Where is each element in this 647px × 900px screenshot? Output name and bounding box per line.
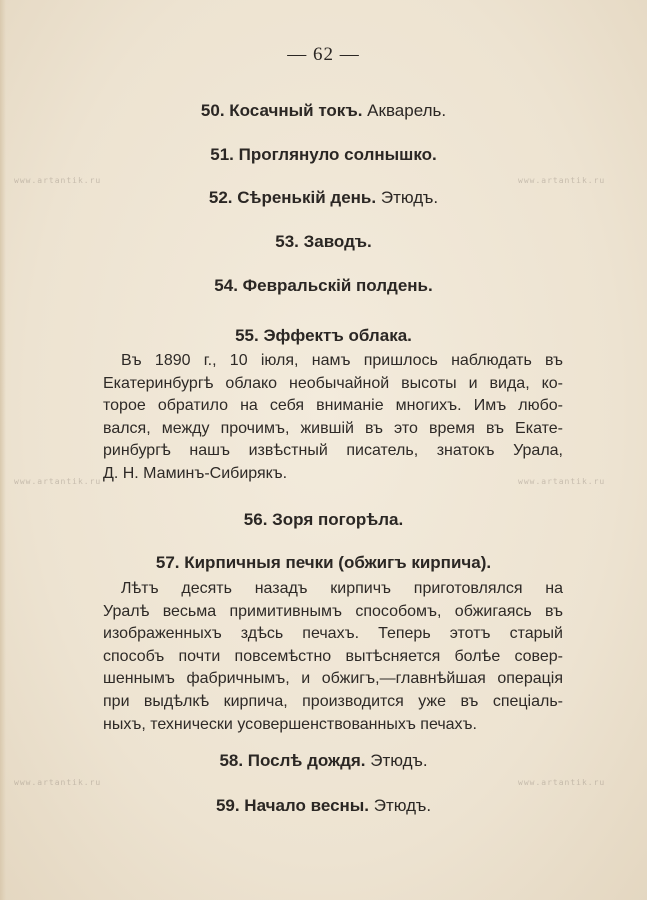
entry-53-title: 53. Заводъ. xyxy=(275,232,372,251)
paragraph-line: Лѣтъ десять назадъ кирпичъ приготовлялся на xyxy=(121,580,563,597)
entry-51-title: 51. Проглянуло солнышко. xyxy=(210,145,437,164)
paragraph-line: ринбургѣ нашъ извѣстный писатель, знатокъ Урала, xyxy=(103,442,563,460)
paragraph-line: ныхъ, технически усовершенствованныхъ печахъ. xyxy=(103,715,477,733)
entry-50-title: 50. Косачный токъ. xyxy=(200,101,363,120)
entry-54-heading xyxy=(0,276,647,296)
entry-59-heading xyxy=(0,796,647,816)
watermark: www.artantik.ru xyxy=(518,176,606,185)
entry-53-heading xyxy=(0,232,647,252)
entry-52-subtitle: Этюдъ. xyxy=(380,188,439,207)
paragraph-line: при выдѣлкѣ кирпича, производится уже въ спеціаль- xyxy=(103,692,563,710)
paragraph-line: Д. Н. Маминъ-Сибирякъ. xyxy=(103,464,288,482)
paragraph-line: Екатеринбургѣ облако необычайной высоты и вида, ко- xyxy=(103,374,563,392)
watermark: www.artantik.ru xyxy=(14,778,102,787)
entry-57-description xyxy=(103,578,563,736)
entry-50-subtitle: Акварель. xyxy=(367,101,447,120)
paragraph-line: шеннымъ фабричнымъ, и обжигъ,—главнѣйшая операція xyxy=(103,670,563,688)
entry-50-heading xyxy=(0,101,647,121)
entry-54-title: 54. Февральскій полдень. xyxy=(214,276,433,295)
entry-57-title: 57. Кирпичныя печки (обжигъ кирпича). xyxy=(155,553,492,572)
page-number: — 62 — xyxy=(287,44,360,65)
watermark: www.artantik.ru xyxy=(14,477,102,486)
entry-52-heading xyxy=(0,188,647,208)
entry-58-title: 58. Послѣ дождя. xyxy=(219,751,366,770)
entry-58-subtitle: Этюдъ. xyxy=(370,751,428,770)
entry-56-title: 56. Зоря погорѣла. xyxy=(243,510,404,529)
watermark: www.artantik.ru xyxy=(518,477,606,486)
watermark: www.artantik.ru xyxy=(518,778,606,787)
paragraph-line: торое обратило на себя вниманіе многихъ. Имъ любо- xyxy=(103,397,563,415)
entry-52-title: 52. Сѣренькій день. xyxy=(208,188,377,207)
paragraph-line: Въ 1890 г., 10 іюля, намъ пришлось наблюдать въ xyxy=(121,352,563,369)
paragraph-line: Уралѣ весьма примитивнымъ способомъ, обжигаясь въ xyxy=(103,602,563,620)
paragraph-line: способъ почти повсемѣстно вытѣсняется болѣе совер- xyxy=(103,647,563,665)
entry-58-heading xyxy=(0,751,647,771)
paragraph-line: изображенныхъ здѣсь печахъ. Теперь этотъ старый xyxy=(103,625,563,643)
watermark: www.artantik.ru xyxy=(14,176,102,185)
entry-59-subtitle: Этюдъ. xyxy=(373,796,432,815)
entry-55-description xyxy=(103,350,563,486)
entry-56-heading xyxy=(0,510,647,530)
entry-55-heading xyxy=(0,326,647,346)
entry-57-heading xyxy=(0,553,647,573)
entry-55-title: 55. Эффектъ облака. xyxy=(235,326,412,345)
entry-59-title: 59. Начало весны. xyxy=(215,796,370,815)
paragraph-line: вался, между прочимъ, жившій въ это время въ Екате- xyxy=(103,419,563,437)
entry-51-heading xyxy=(0,145,647,165)
